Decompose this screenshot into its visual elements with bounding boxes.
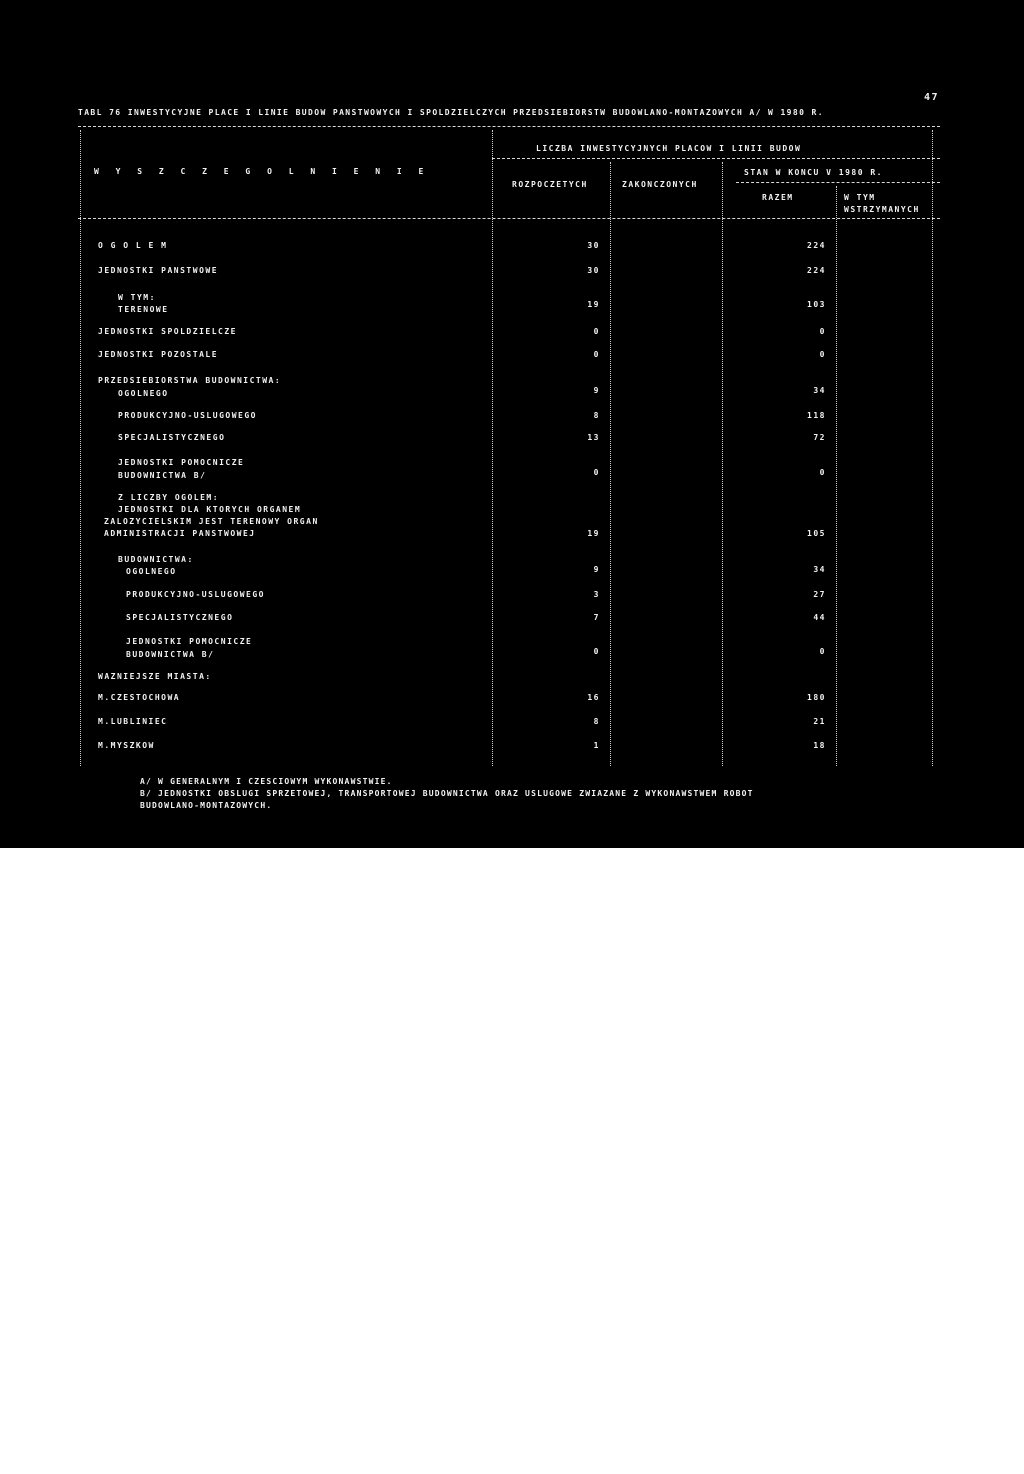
row-started: 8 [593,717,600,726]
row-label: M.MYSZKOW [98,741,155,750]
row-total: 105 [807,529,826,538]
row-started: 1 [593,741,600,750]
table-title: TABL 76 INWESTYCYJNE PLACE I LINIE BUDOW PANSTWOWYCH I SPOLDZIELCZYCH PRZEDSIEBIORSTW BUDOWLANO-MONTAZOWYCH A/ W 1980 R. [78,108,824,117]
row-label: JEDNOSTKI PANSTWOWE [98,266,219,275]
footnote: A/ W GENERALNYM I CZESCIOWYM WYKONAWSTWIE. [140,777,393,786]
row-label: OGOLNEGO [126,567,177,576]
row-label: M.LUBLINIEC [98,717,168,726]
row-started: 13 [587,433,600,442]
header-total: RAZEM [762,193,794,202]
row-total: 34 [813,386,826,395]
row-started: 3 [593,590,600,599]
footnote: B/ JEDNOSTKI OBSLUGI SPRZETOWEJ, TRANSPORTOWEJ BUDOWNICTWA ORAZ USLUGOWE ZWIAZANE Z WYKONAWSTWEM ROBOT [140,789,754,798]
row-total: 44 [813,613,826,622]
right-border [932,130,933,766]
group-rule [492,158,940,159]
row-label: JEDNOSTKI SPOLDZIELCZE [98,327,237,336]
row-label: Z LICZBY OGOLEM: [118,493,220,502]
row-started: 9 [593,565,600,574]
row-total: 0 [819,647,826,656]
row-label: PRZEDSIEBIORSTWA BUDOWNICTWA: [98,376,282,385]
row-label: SPECJALISTYCZNEGO [126,613,234,622]
row-total: 118 [807,411,826,420]
row-label: OGOLNEGO [118,389,169,398]
col-divider-2 [610,162,611,766]
row-total: 27 [813,590,826,599]
header-bottom-rule [78,218,940,219]
header-in-total: W TYM [844,193,876,202]
row-label: JEDNOSTKI DLA KTORYCH ORGANEM [118,505,302,514]
row-total: 72 [813,433,826,442]
row-started: 0 [593,327,600,336]
row-label: BUDOWNICTWA B/ [126,650,215,659]
row-started: 30 [587,266,600,275]
row-label: ZALOZYCIELSKIM JEST TERENOWY ORGAN [104,517,319,526]
row-started: 19 [587,300,600,309]
row-started: 8 [593,411,600,420]
row-label: JEDNOSTKI POMOCNICZE [118,458,245,467]
row-started: 9 [593,386,600,395]
row-label: JEDNOSTKI POMOCNICZE [126,637,253,646]
row-started: 7 [593,613,600,622]
row-label: BUDOWNICTWA B/ [118,471,207,480]
row-label: TERENOWE [118,305,169,314]
header-finished: ZAKONCZONYCH [622,180,698,189]
row-started: 0 [593,350,600,359]
col-divider-4 [836,186,837,766]
row-started: 0 [593,647,600,656]
header-state: STAN W KONCU V 1980 R. [744,168,883,177]
row-total: 0 [819,468,826,477]
row-label: PRODUKCYJNO-USLUGOWEGO [118,411,257,420]
header-held: WSTRZYMANYCH [844,205,920,214]
row-label: W TYM: [118,293,156,302]
row-label: BUDOWNICTWA: [118,555,194,564]
row-label: WAZNIEJSZE MIASTA: [98,672,212,681]
row-started: 30 [587,241,600,250]
row-label: ADMINISTRACJI PANSTWOWEJ [104,529,256,538]
col-divider-3 [722,162,723,766]
header-group: LICZBA INWESTYCYJNYCH PLACOW I LINII BUDOW [536,144,802,153]
row-total: 34 [813,565,826,574]
header-started: ROZPOCZETYCH [512,180,588,189]
row-total: 224 [807,241,826,250]
row-label: PRODUKCYJNO-USLUGOWEGO [126,590,265,599]
row-label: O G O L E M [98,241,168,250]
header-specification: W Y S Z C Z E G O L N I E N I E [94,167,430,176]
row-label: M.CZESTOCHOWA [98,693,181,702]
state-rule [736,182,940,183]
row-total: 18 [813,741,826,750]
row-total: 224 [807,266,826,275]
row-label: SPECJALISTYCZNEGO [118,433,226,442]
row-total: 103 [807,300,826,309]
footnote: BUDOWLANO-MONTAZOWYCH. [140,801,273,810]
page-number: 47 [924,92,940,103]
row-total: 21 [813,717,826,726]
row-started: 0 [593,468,600,477]
row-total: 180 [807,693,826,702]
row-started: 19 [587,529,600,538]
row-started: 16 [587,693,600,702]
col-divider-1 [492,130,493,766]
row-label: JEDNOSTKI POZOSTALE [98,350,219,359]
row-total: 0 [819,350,826,359]
top-rule [78,126,940,127]
left-border [80,130,81,766]
row-total: 0 [819,327,826,336]
